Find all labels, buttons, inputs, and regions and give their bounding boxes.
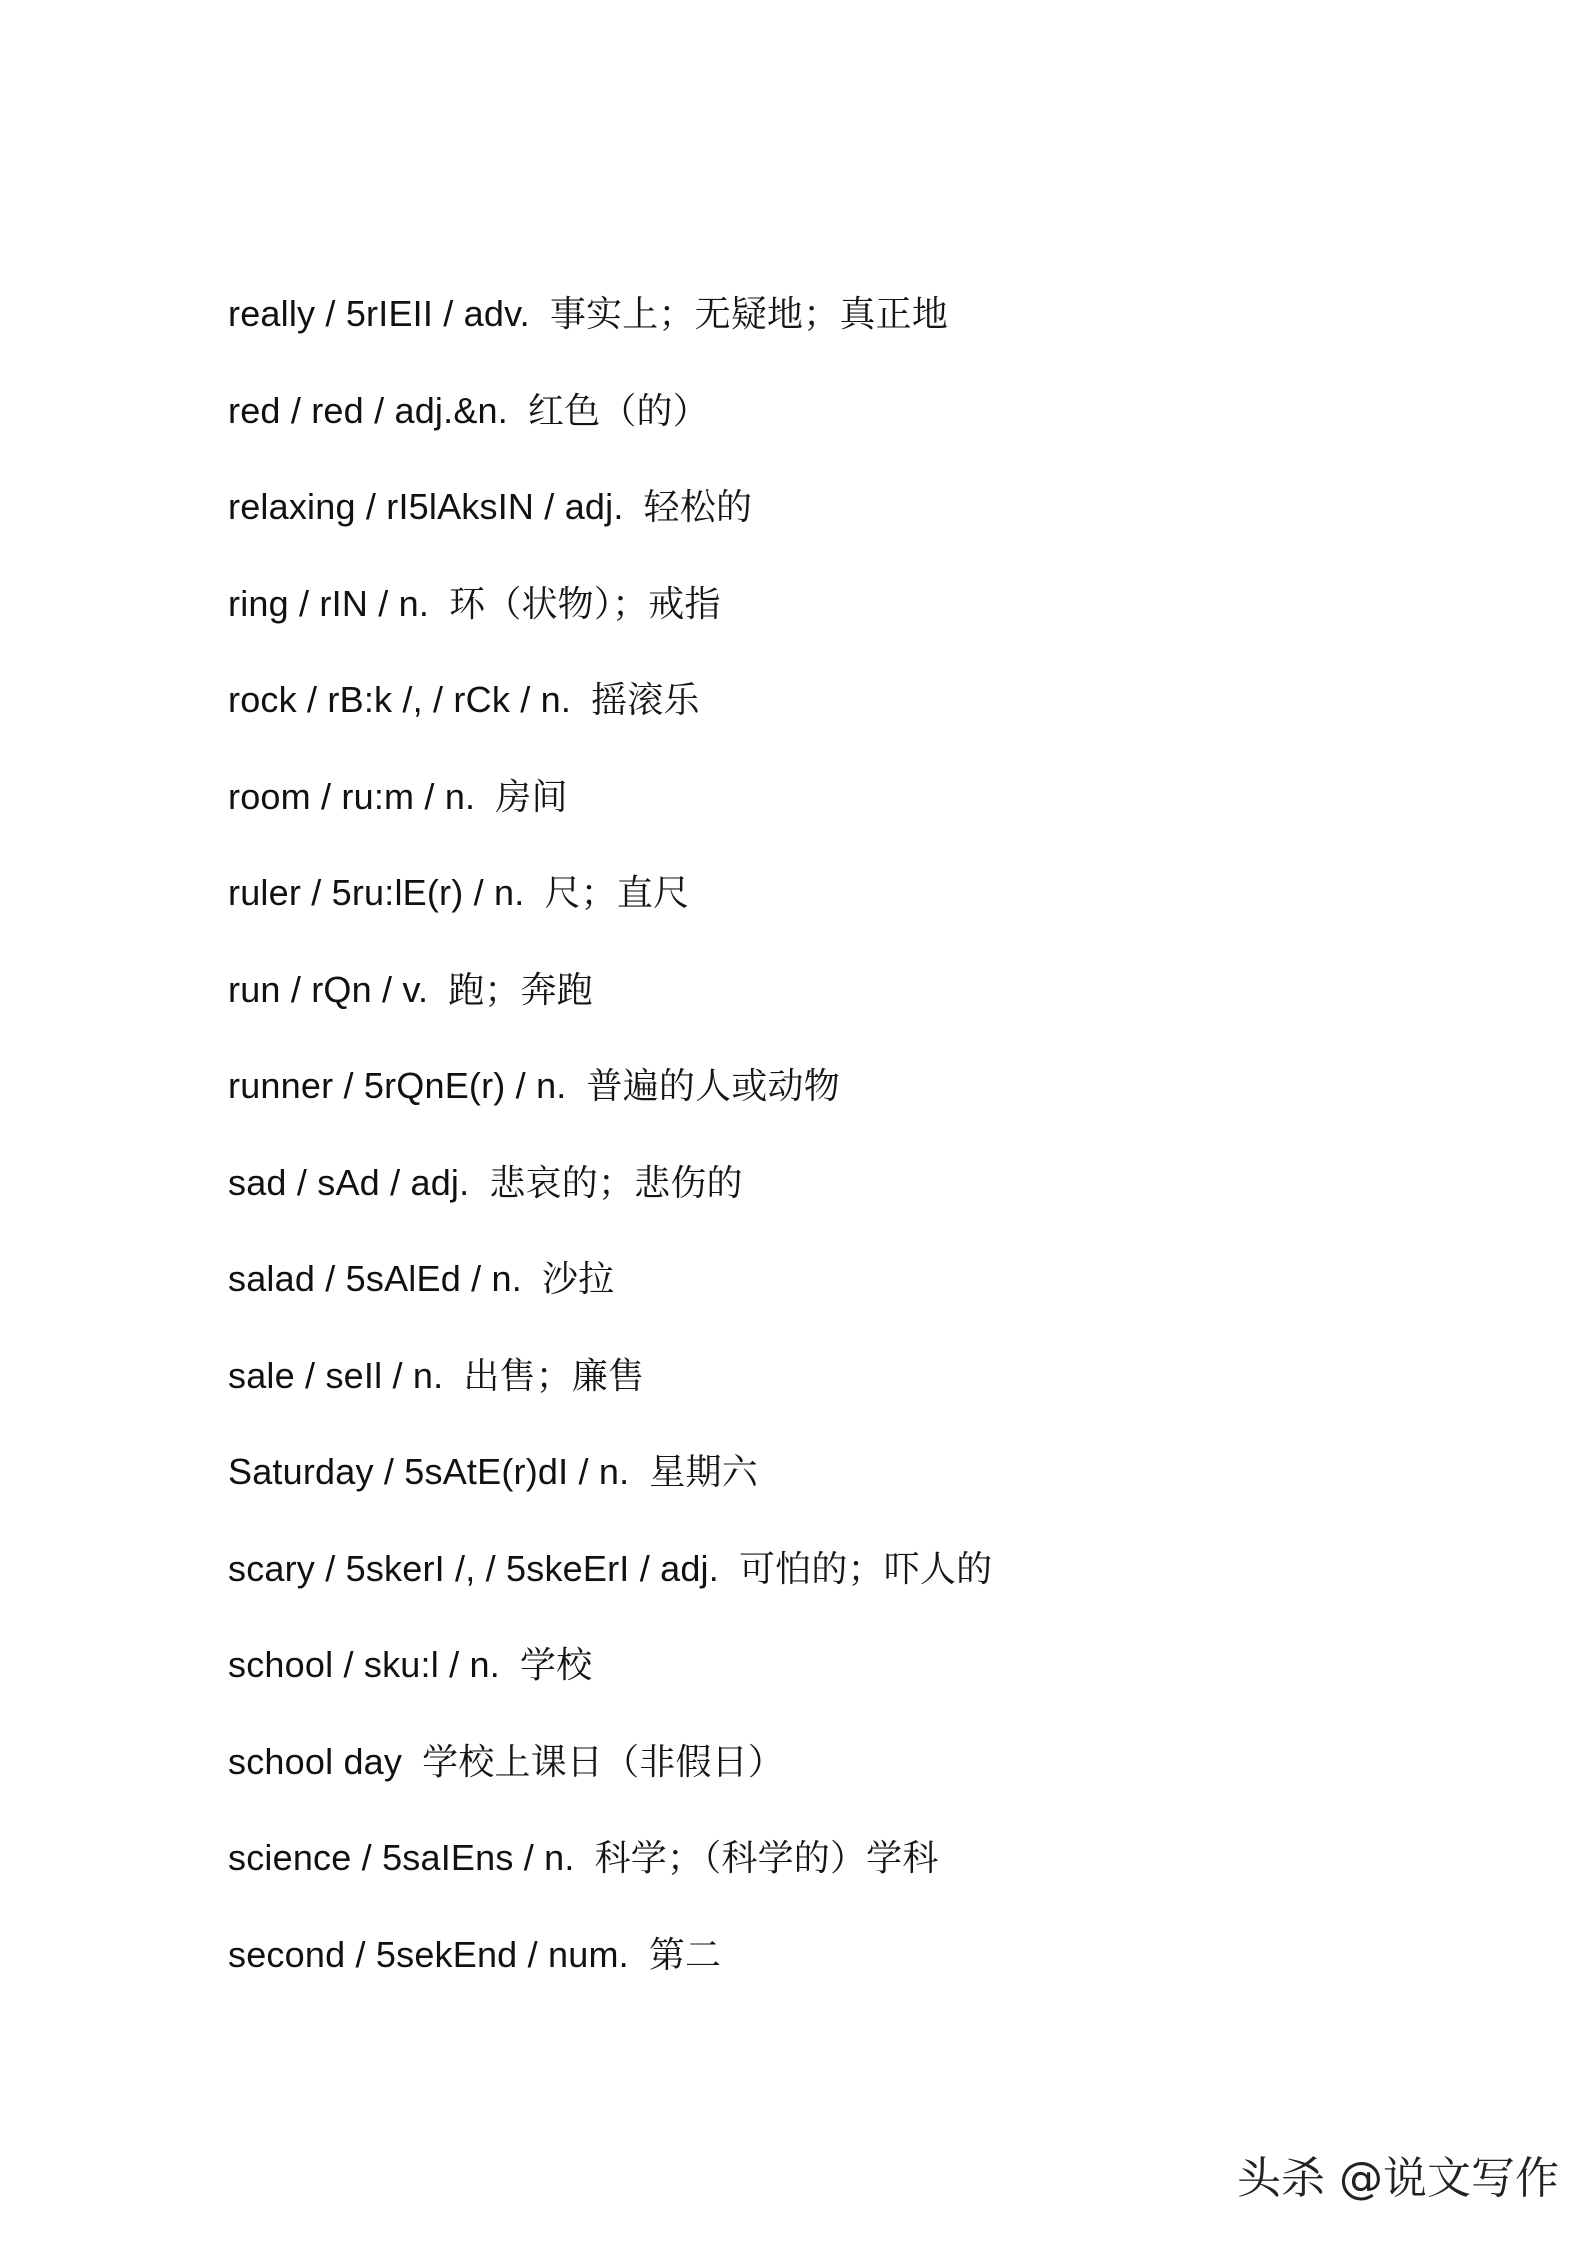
entry-definition: 可怕的；吓人的 xyxy=(738,1547,993,1589)
vocab-entry xyxy=(228,574,1428,671)
entry-definition: 事实上；无疑地；真正地 xyxy=(549,293,949,334)
entry-headword: scary / 5skerI /, / 5skeErI / adj. xyxy=(228,1547,719,1589)
entry-headword: runner / 5rQnE(r) / n. xyxy=(228,1065,567,1106)
vocab-entry xyxy=(228,284,1428,381)
vocab-entry xyxy=(228,1346,1428,1443)
entry-headword: second / 5sekEnd / num. xyxy=(228,1933,629,1975)
vocab-entry xyxy=(228,1249,1428,1346)
entry-headword: red / red / adj.&n. xyxy=(228,389,508,431)
entry-headword: sale / seIl / n. xyxy=(228,1354,444,1396)
entry-headword: ruler / 5ru:lE(r) / n. xyxy=(228,872,525,913)
vocab-entry xyxy=(228,1732,1428,1829)
entry-headword: science / 5saIEns / n. xyxy=(228,1837,575,1878)
vocab-entry xyxy=(228,381,1428,478)
entry-headword: salad / 5sAlEd / n. xyxy=(228,1258,522,1299)
entry-headword: really / 5rIEII / adv. xyxy=(228,293,530,334)
entry-definition: 悲哀的；悲伤的 xyxy=(489,1161,743,1203)
entry-definition: 跑；奔跑 xyxy=(448,968,593,1010)
entry-definition: 出售；廉售 xyxy=(463,1354,645,1396)
vocab-entry xyxy=(228,1828,1428,1925)
entry-definition: 第二 xyxy=(648,1933,722,1975)
vocab-entry xyxy=(228,477,1428,574)
vocab-entry xyxy=(228,1635,1428,1732)
entry-headword: sad / sAd / adj. xyxy=(228,1161,470,1203)
entry-definition: 红色（的） xyxy=(527,389,709,431)
vocab-entry xyxy=(228,1442,1428,1539)
vocab-entry xyxy=(228,670,1428,767)
entry-headword: Saturday / 5sAtE(r)dI / n. xyxy=(228,1451,630,1492)
entry-definition: 星期六 xyxy=(649,1451,758,1492)
vocab-entry xyxy=(228,1056,1428,1153)
entry-headword: relaxing / rI5lAksIN / adj. xyxy=(228,486,624,527)
entry-definition: 轻松的 xyxy=(643,486,753,527)
vocab-entry xyxy=(228,1925,1428,2022)
watermark: 头杀 @说文写作 xyxy=(1237,2153,1559,2204)
entry-headword: ring / rIN / n. xyxy=(228,582,430,624)
entry-definition: 学校上课日（非假日） xyxy=(422,1740,785,1782)
entry-definition: 尺；直尺 xyxy=(544,872,690,913)
vocab-entry xyxy=(228,1153,1428,1250)
entry-headword: room / ru:m / n. xyxy=(228,775,476,817)
vocab-entry xyxy=(228,863,1428,960)
entry-definition: 摇滚乐 xyxy=(591,679,700,720)
entry-headword: run / rQn / v. xyxy=(228,968,429,1010)
vocab-entry xyxy=(228,767,1428,864)
vocabulary-list xyxy=(228,284,1428,2021)
entry-definition: 房间 xyxy=(495,775,568,817)
vocab-entry xyxy=(228,1539,1428,1636)
entry-definition: 沙拉 xyxy=(541,1258,615,1299)
entry-headword: school day xyxy=(228,1740,403,1782)
entry-headword: school / sku:l / n. xyxy=(228,1644,500,1685)
entry-definition: 环（状物）；戒指 xyxy=(449,582,721,624)
entry-headword: rock / rB:k /, / rCk / n. xyxy=(228,679,572,720)
vocab-entry xyxy=(228,960,1428,1057)
entry-definition: 科学；（科学的）学科 xyxy=(594,1837,939,1878)
entry-definition: 普遍的人或动物 xyxy=(586,1065,840,1106)
entry-definition: 学校 xyxy=(519,1644,593,1685)
